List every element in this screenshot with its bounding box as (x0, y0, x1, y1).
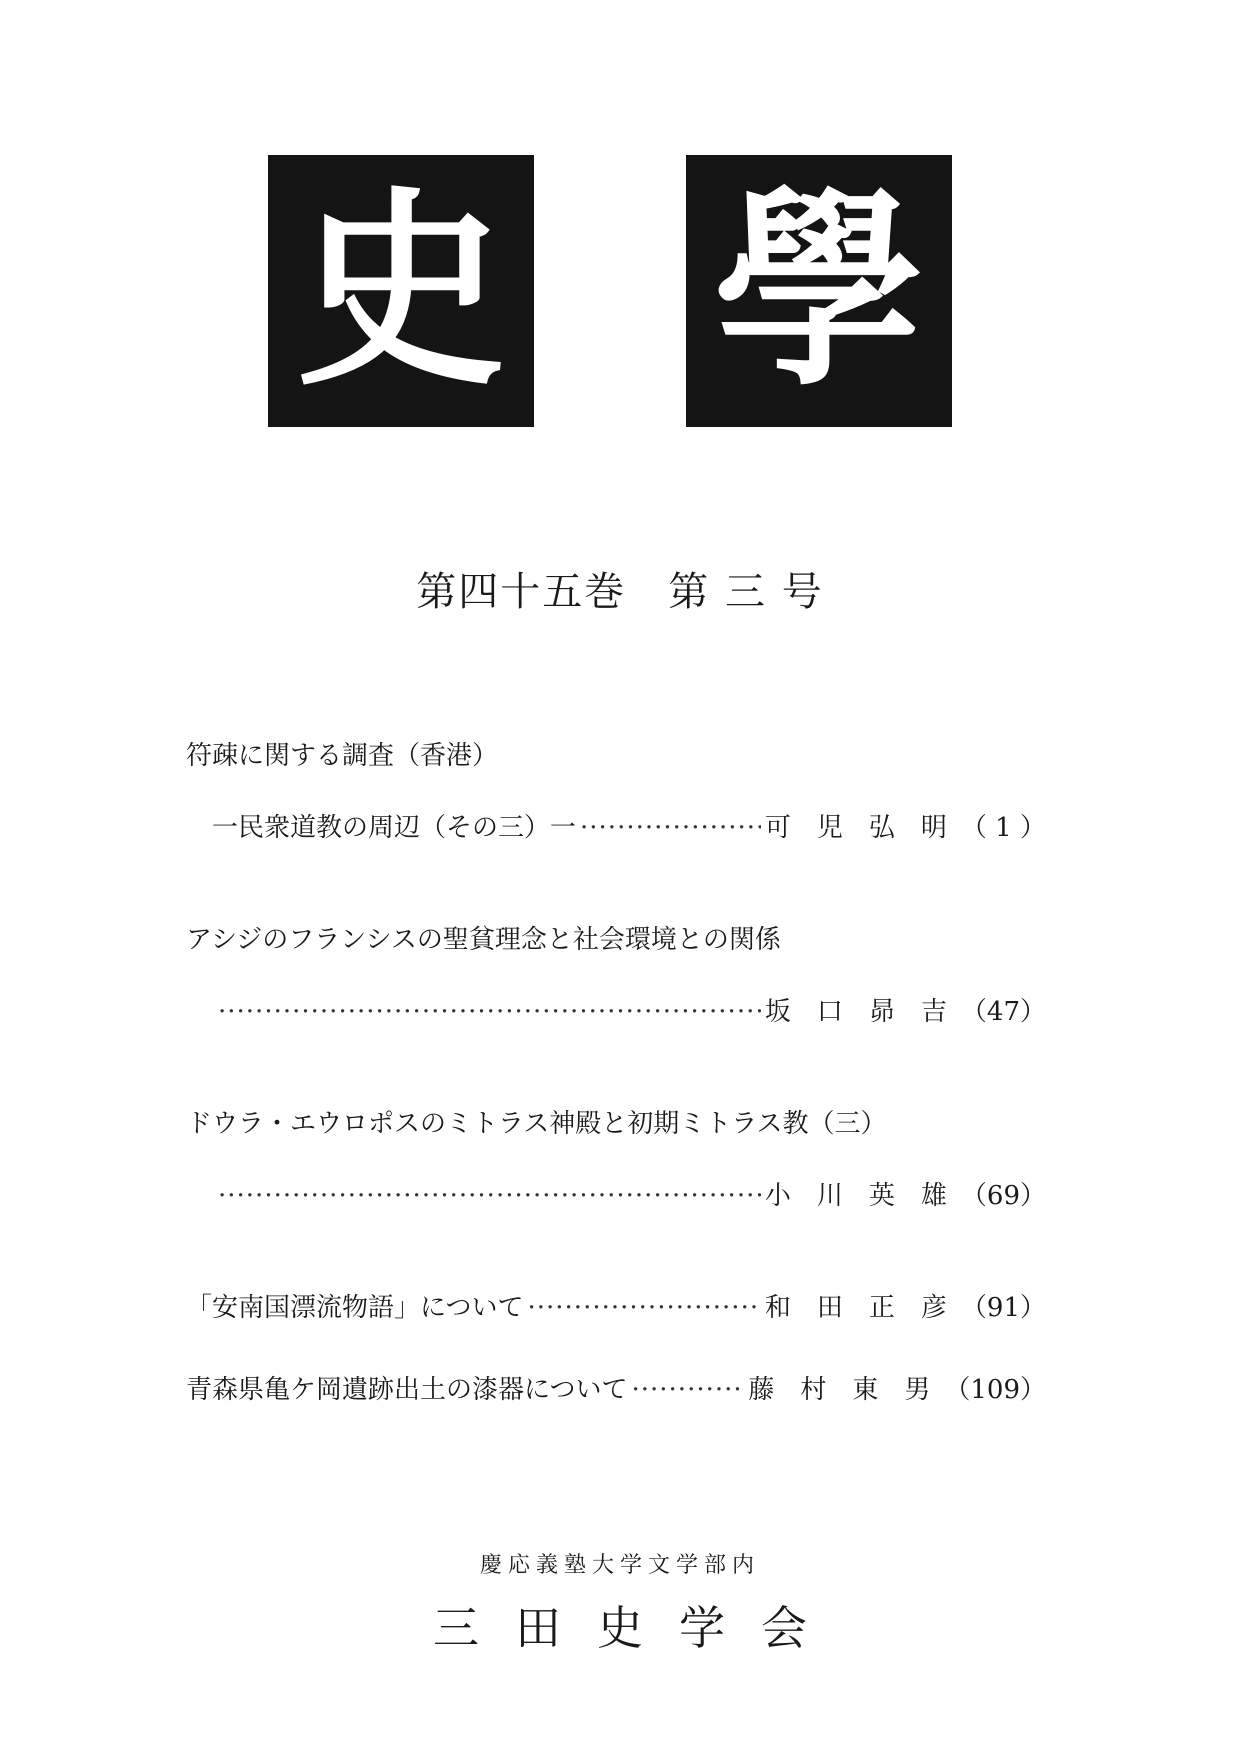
toc-entry-title: 符疎に関する調査（香港） (186, 741, 499, 771)
dot-leader (218, 976, 761, 1048)
dot-leader (631, 1354, 744, 1426)
toc-entry-subtitle: 一民衆道教の周辺（その三）一 (212, 813, 577, 843)
toc-entry-title: ドウラ・エウロポスのミトラス神殿と初期ミトラス教（三） (186, 1109, 887, 1139)
dot-leader (527, 1272, 760, 1344)
toc-entry-author: 小川英雄 (764, 1181, 973, 1211)
toc-entry-4 (186, 1272, 1046, 1344)
toc-entry-author: 坂口昴吉 (764, 997, 973, 1027)
journal-title-char-2: 學 (713, 167, 924, 414)
toc-entry-title: 「安南国漂流物語」について (186, 1293, 524, 1323)
toc-entry-page: （69） (960, 1181, 1046, 1211)
dot-leader (218, 1160, 761, 1232)
toc-entry-author: 可児弘明 (764, 813, 973, 843)
toc-entry-line (186, 1354, 1046, 1426)
title-block-right (686, 155, 952, 427)
toc-entry-3 (186, 1088, 1046, 1232)
toc-entry-page: （91） (960, 1293, 1046, 1323)
toc-entry-page: （109） (944, 1375, 1046, 1405)
toc-entry-2 (186, 904, 1046, 1048)
toc-entry-author: 藤村東男 (748, 1375, 957, 1405)
toc-entry-line (186, 1272, 1046, 1344)
toc-entry-5 (186, 1354, 1046, 1426)
table-of-contents (186, 720, 1046, 1466)
toc-entry-page: （ 1 ） (960, 813, 1046, 843)
title-block-left (268, 155, 534, 427)
journal-title-char-1: 史 (295, 167, 506, 414)
dot-leader (580, 792, 761, 864)
toc-entry-line (186, 976, 1046, 1048)
toc-entry-page: （47） (960, 997, 1046, 1027)
toc-entry-author: 和田正彦 (764, 1293, 973, 1323)
toc-entry-title: 青森県亀ケ岡遺跡出土の漆器について (186, 1375, 628, 1405)
publisher-name: 三田史学会 (433, 1601, 843, 1655)
toc-entry-line (186, 1160, 1046, 1232)
toc-entry-line (186, 792, 1046, 864)
issue-number: 第四十五巻 第 三 号 (416, 569, 824, 615)
publisher-affiliation: 慶応義塾大学文学部内 (479, 1553, 760, 1578)
toc-entry-1 (186, 720, 1046, 864)
toc-entry-title: アシジのフランシスの聖貧理念と社会環境との関係 (186, 925, 781, 955)
